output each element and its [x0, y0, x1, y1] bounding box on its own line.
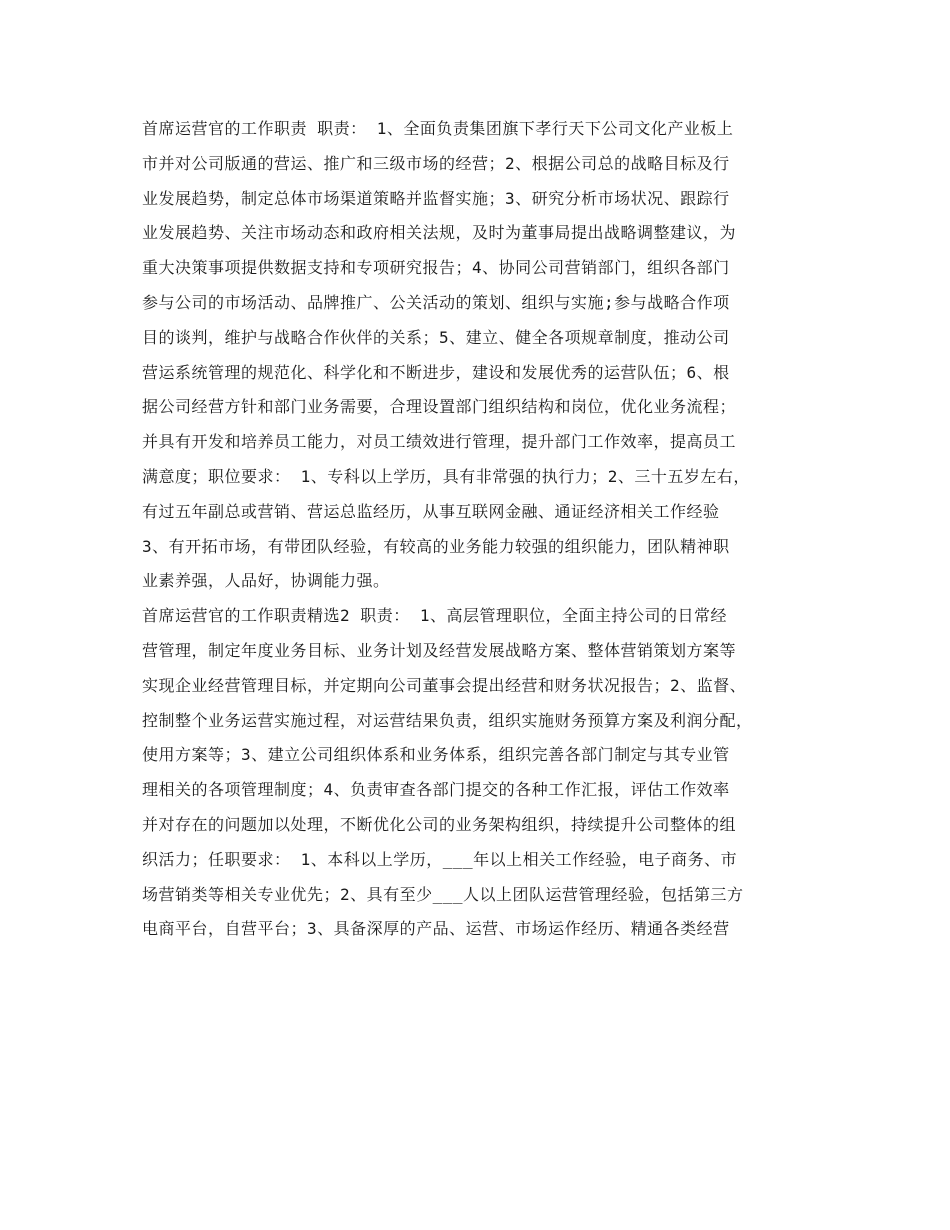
- text-line: 市并对公司版通的营运、推广和三级市场的经营；2、根据公司总的战略目标及行: [142, 153, 730, 173]
- text-line: 满意度；职位要求： 1、专科以上学历，具有非常强的执行力；2、三十五岁左右，: [142, 466, 750, 486]
- text-line: 首席运营官的工作职责 职责： 1、全面负责集团旗下孝行天下公司文化产业板上: [142, 119, 734, 138]
- text-line: 参与公司的市场活动、品牌推广、公关活动的策划、组织与实施;参与战略合作项: [142, 292, 730, 312]
- text-line: 有过五年副总或营销、营运总监经历，从事互联网金融、通证经济相关工作经验: [142, 501, 720, 521]
- text-line: 控制整个业务运营实施过程，对运营结果负责，组织实施财务预算方案及利润分配，: [142, 710, 753, 730]
- text-line: 并对存在的问题加以处理，不断优化公司的业务架构组织，持续提升公司整体的组: [142, 814, 737, 834]
- text-line: 重大决策事项提供数据支持和专项研究报告；4、协同公司营销部门，组织各部门: [142, 258, 730, 278]
- text-line: 业发展趋势、关注市场动态和政府相关法规，及时为董事局提出战略调整建议，为: [142, 223, 737, 243]
- text-line: 据公司经营方针和部门业务需要，合理设置部门组织结构和岗位，优化业务流程；: [142, 397, 737, 417]
- text-line: 电商平台，自营平台；3、具备深厚的产品、运营、市场运作经历、精通各类经营: [142, 919, 730, 939]
- text-line: 使用方案等；3、建立公司组织体系和业务体系，组织完善各部门制定与其专业管: [142, 745, 730, 765]
- text-line: 目的谈判，维护与战略合作伙伴的关系；5、建立、健全各项规章制度，推动公司: [142, 327, 730, 347]
- text-line: 业素养强，人品好，协调能力强。: [142, 571, 390, 591]
- text-line: 首席运营官的工作职责精选2 职责： 1、高层管理职位，全面主持公司的日常经: [142, 606, 728, 626]
- text-line: 并具有开发和培养员工能力，对员工绩效进行管理，提升部门工作效率，提高员工: [142, 432, 737, 452]
- text-line: 营管理，制定年度业务目标、业务计划及经营发展战略方案、整体营销策划方案等: [142, 640, 737, 660]
- text-line: 营运系统管理的规范化、科学化和不断进步，建设和发展优秀的运营队伍；6、根: [142, 362, 730, 382]
- text-line: 实现企业经营管理目标，并定期向公司董事会提出经营和财务状况报告；2、监督、: [142, 675, 747, 695]
- text-line: 3、有开拓市场，有带团队经验，有较高的业务能力较强的组织能力，团队精神职: [142, 536, 730, 556]
- text-line: 场营销类等相关专业优先；2、具有至少___人以上团队运营管理经验，包括第三方: [142, 884, 744, 904]
- text-line: 织活力；任职要求： 1、本科以上学历，___年以上相关工作经验，电子商务、市: [142, 849, 738, 869]
- text-line: 理相关的各项管理制度；4、负责审查各部门提交的各种工作汇报，评估工作效率: [142, 780, 730, 800]
- text-line: 业发展趋势，制定总体市场渠道策略并监督实施；3、研究分析市场状况、跟踪行: [142, 188, 730, 208]
- document-body: [142, 112, 832, 947]
